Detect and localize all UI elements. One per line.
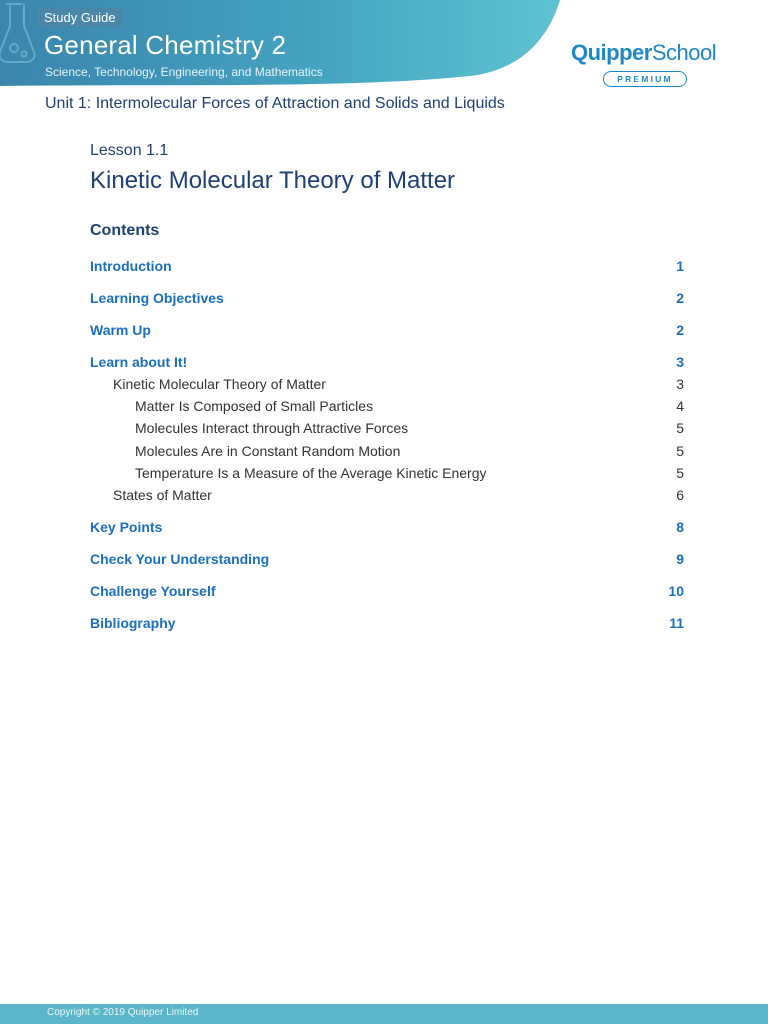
premium-badge: PREMIUM [603, 71, 687, 87]
logo-quipper: Quipper [571, 40, 652, 65]
toc-entry-title[interactable]: Molecules Interact through Attractive Forces [135, 420, 409, 437]
toc-entry[interactable] [90, 583, 684, 603]
toc-entry-title[interactable]: Bibliography [90, 615, 176, 631]
toc-entry-title[interactable]: Matter Is Composed of Small Particles [135, 398, 374, 415]
toc-entry-page: 2 [676, 322, 684, 338]
toc-entry-title[interactable]: Key Points [90, 519, 163, 535]
toc-entry-title[interactable]: Introduction [90, 258, 172, 274]
toc-entry-title[interactable]: Learning Objectives [90, 290, 224, 306]
logo-school: School [651, 40, 717, 65]
subject-title: General Chemistry 2 [44, 30, 287, 60]
toc-entry-title[interactable]: Warm Up [90, 322, 151, 338]
strand-subtitle: Science, Technology, Engineering, and Mathematics [45, 65, 323, 79]
footer-bar [0, 1004, 768, 1024]
toc-entry-page: 9 [676, 551, 684, 567]
toc-entry-page: 4 [676, 398, 684, 415]
toc-entry-title[interactable]: Temperature Is a Measure of the Average Kinetic Energy [135, 464, 487, 481]
toc-entry-title[interactable]: Molecules Are in Constant Random Motion [135, 442, 401, 459]
copyright-text: Copyright © 2019 Quipper Limited [47, 1007, 199, 1018]
toc-entry-title[interactable]: Kinetic Molecular Theory of Matter [113, 376, 326, 392]
unit-heading: Unit 1: Intermolecular Forces of Attraction and Solids and Liquids [45, 95, 505, 112]
toc-entry-page: 3 [676, 376, 684, 392]
quipper-school-logo [571, 40, 731, 90]
toc-entry[interactable] [90, 376, 684, 396]
toc-entry-page: 11 [669, 615, 684, 631]
toc-entry-page: 1 [676, 258, 684, 274]
toc-entry-page: 6 [676, 487, 684, 503]
flask-icon [0, 0, 40, 70]
toc-entry-title[interactable]: Challenge Yourself [90, 583, 216, 599]
toc-entry[interactable] [90, 322, 684, 342]
contents-heading: Contents [90, 222, 160, 239]
toc-entry-page: 5 [676, 464, 684, 481]
toc-entry-title[interactable]: Check Your Understanding [90, 551, 270, 567]
toc-entry[interactable] [90, 290, 684, 310]
toc-entry[interactable] [90, 354, 684, 374]
toc-entry-title[interactable]: Learn about It! [90, 354, 188, 370]
toc-entry[interactable] [90, 487, 684, 507]
lesson-number: Lesson 1.1 [90, 142, 169, 159]
toc-entry[interactable] [90, 615, 684, 635]
toc-entry-page: 2 [676, 290, 684, 306]
toc-entry-page: 8 [676, 519, 684, 535]
lesson-title: Kinetic Molecular Theory of Matter [90, 167, 456, 194]
toc-entry[interactable] [90, 551, 684, 571]
toc-entry-title[interactable]: States of Matter [113, 487, 212, 503]
toc-entry[interactable] [90, 443, 684, 463]
toc-entry-page: 10 [668, 583, 684, 599]
toc-entry[interactable] [90, 519, 684, 539]
toc-entry-page: 5 [676, 442, 684, 459]
toc-entry[interactable] [90, 420, 684, 440]
toc-entry[interactable] [90, 465, 684, 485]
toc-entry[interactable] [90, 398, 684, 418]
toc-entry-page: 5 [676, 420, 684, 437]
toc-entry[interactable] [90, 258, 684, 278]
toc-entry-page: 3 [676, 354, 684, 370]
study-guide-tag: Study Guide [38, 8, 122, 27]
